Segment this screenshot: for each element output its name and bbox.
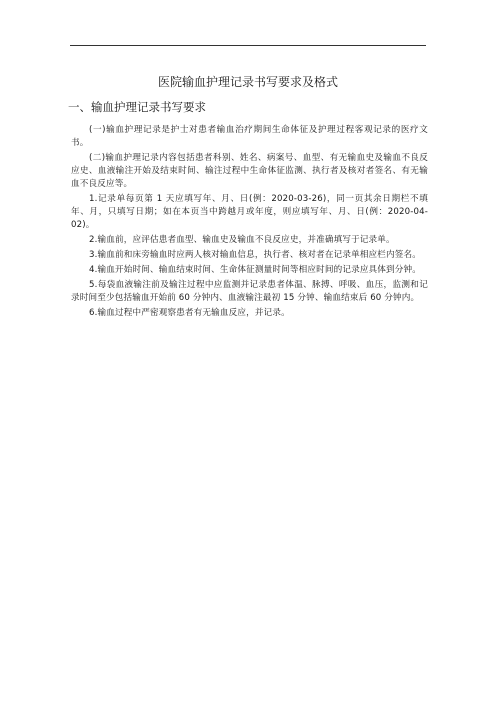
paragraph-item-1: 1.记录单每页第 1 天应填写年、月、日(例：2020-03-26)，同一页其余日期栏不填年、月，只填写日期；如在本页当中跨越月或年度，则应填写年、月、日(例：2020-04-02)。 <box>71 194 428 230</box>
paragraph-item-4: 4.输血开始时间、输血结束时间、生命体征测量时间等相应时间的记录应具体到分钟。 <box>89 265 422 275</box>
paragraph-item-2: 2.输血前，应评估患者血型、输血史及输血不良反应史，并准确填写于记录单。 <box>89 235 395 245</box>
paragraph-item-3: 3.输血前和床旁输血时应两人核对输血信息，执行者、核对者在记录单相应栏内签名。 <box>89 250 422 260</box>
document-title: 医院输血护理记录书写要求及格式 <box>157 75 338 89</box>
paragraph-content: (二)输血护理记录内容包括患者科别、姓名、病案号、血型、有无输血史及输血不良反应史、血液输注开始及结束时间、输注过程中生命体征监测、执行者及核对者签名、有无输血不良反应等。 <box>71 153 428 189</box>
paragraph-item-6: 6.输血过程中严密观察患者有无输血反应，并记录。 <box>89 308 290 318</box>
document-body <box>71 124 428 322</box>
paragraph-intro: (一)输血护理记录是护士对患者输血治疗期间生命体征及护理过程客观记录的医疗文书。 <box>71 125 428 148</box>
header-rule <box>70 45 426 46</box>
paragraph-item-5: 5.每袋血液输注前及输注过程中应监测并记录患者体温、脉搏、呼吸、血压，监测和记录时间至少包括输血开始前 60 分钟内、血液输注最初 15 分钟、输血结束后 60 分钟内。 <box>71 280 428 303</box>
section-heading: 一、输血护理记录书写要求 <box>68 100 206 114</box>
